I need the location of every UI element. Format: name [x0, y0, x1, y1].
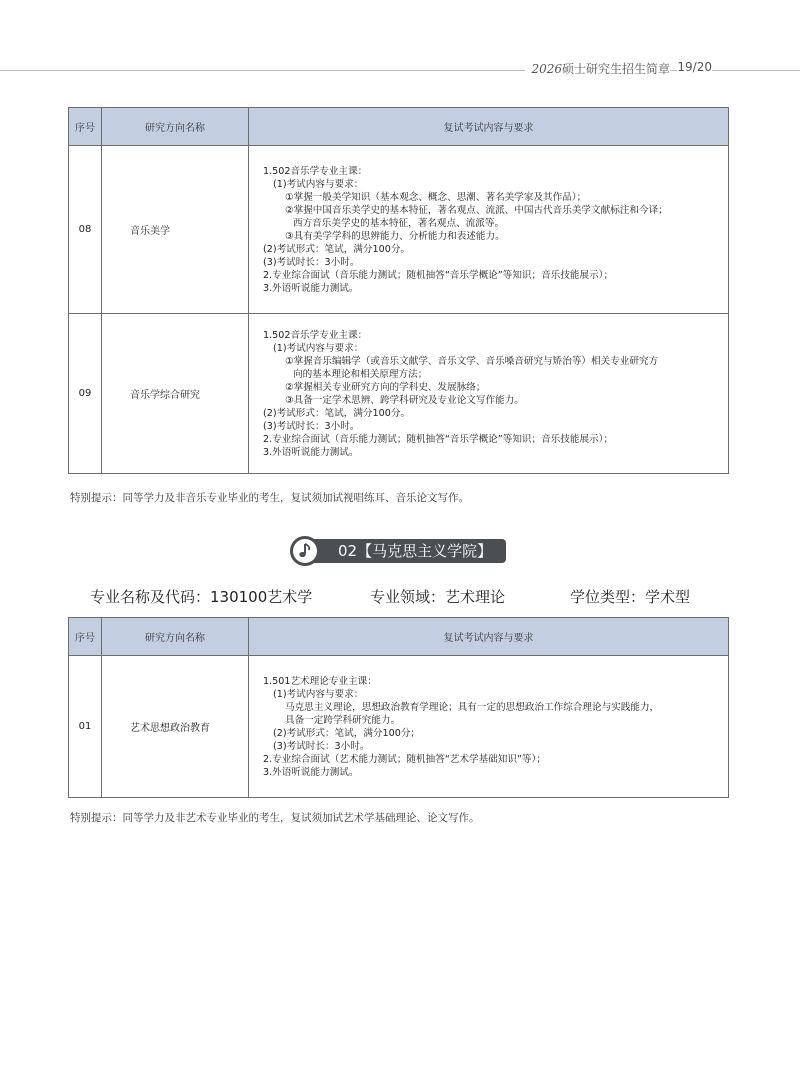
- row-content: [249, 146, 729, 314]
- content-line: ③具有美学学科的思辨能力、分析能力和表述能力。: [285, 230, 505, 242]
- header-title: 硕士研究生招生简章: [561, 62, 670, 76]
- row-content: [249, 656, 729, 798]
- content-line: 1.501艺术理论专业主课：: [263, 675, 377, 687]
- table-row: [69, 146, 729, 314]
- content-line: ①掌握音乐编辑学（或音乐文献学、音乐文学、音乐嗓音研究与矫治等）相关专业研究方: [285, 355, 659, 367]
- content-line: (3)考试时长：3小时。: [263, 420, 360, 432]
- row-direction: 音乐学综合研究: [102, 314, 249, 474]
- page-number: 19/20: [677, 60, 712, 74]
- content-line: 马克思主义理论，思想政治教育学理论；具有一定的思想政治工作综合理论与实践能力，: [285, 701, 660, 713]
- content-line: ②掌握中国音乐美学史的基本特征，著名观点、流派、中国古代音乐美学文献标注和今译；: [285, 204, 668, 216]
- content-line: (3)考试时长：3小时。: [263, 256, 360, 268]
- major-name: 专业名称及代码：130100艺术学: [90, 588, 313, 606]
- content-line: 3.外语听说能力测试。: [263, 282, 359, 294]
- section-title: 02【马克思主义学院】: [338, 542, 493, 560]
- special-note: 特别提示：同等学力及非艺术专业毕业的考生，复试须加试艺术学基础理论、论文写作。: [70, 812, 480, 824]
- music-note-icon: [290, 536, 320, 566]
- content-line: 2.专业综合面试（音乐能力测试；随机抽答“音乐学概论”等知识；音乐技能展示）；: [263, 433, 614, 445]
- major-field: 专业领域：艺术理论: [370, 588, 506, 606]
- content-line: (3)考试时长：3小时。: [273, 740, 370, 752]
- row-no: 01: [69, 656, 102, 798]
- col-header-no: 序号: [69, 108, 102, 146]
- section-banner: [290, 536, 506, 566]
- col-header-content: 复试考试内容与要求: [249, 108, 729, 146]
- row-direction: 艺术思想政治教育: [102, 656, 249, 798]
- row-direction: 音乐美学: [102, 146, 249, 314]
- col-header-direction: 研究方向名称: [102, 618, 249, 656]
- content-line: ①掌握一般美学知识（基本观念、概念、思潮、著名美学家及其作品）；: [285, 191, 587, 203]
- content-line: (2)考试形式：笔试，满分100分。: [263, 243, 411, 255]
- content-line: 3.外语听说能力测试。: [263, 446, 359, 458]
- table-music: [68, 107, 729, 474]
- row-content: [249, 314, 729, 474]
- col-header-content: 复试考试内容与要求: [249, 618, 729, 656]
- table-marxism: [68, 617, 729, 798]
- table-row: [69, 656, 729, 798]
- running-header: [525, 60, 670, 77]
- content-line: 1.502音乐学专业主课：: [263, 165, 368, 177]
- content-line: (1)考试内容与要求：: [273, 342, 364, 354]
- content-line: 2.专业综合面试（音乐能力测试；随机抽答“音乐学概论”等知识；音乐技能展示）；: [263, 269, 614, 281]
- content-line: 具备一定跨学科研究能力。: [285, 714, 401, 726]
- special-note: 特别提示：同等学力及非音乐专业毕业的考生，复试须加试视唱练耳、音乐论文写作。: [70, 492, 469, 504]
- content-line: (2)考试形式：笔试，满分100分。: [263, 407, 411, 419]
- content-line: 向的基本理论和相关原理方法；: [293, 368, 428, 380]
- table-row: [69, 314, 729, 474]
- table-header-row: [69, 108, 729, 146]
- col-header-direction: 研究方向名称: [102, 108, 249, 146]
- row-no: 09: [69, 314, 102, 474]
- content-line: (2)考试形式：笔试，满分100分；: [273, 727, 421, 739]
- content-line: ③具备一定学术思辨、跨学科研究及专业论文写作能力。: [285, 394, 524, 406]
- content-line: (1)考试内容与要求：: [273, 178, 364, 190]
- content-line: 西方音乐美学史的基本特征，著名观点、流派等。: [293, 217, 505, 229]
- content-line: 2.专业综合面试（艺术能力测试；随机抽答“艺术学基础知识”等）；: [263, 753, 546, 765]
- degree-type: 学位类型：学术型: [570, 588, 691, 606]
- content-line: 3.外语听说能力测试。: [263, 766, 359, 778]
- col-header-no: 序号: [69, 618, 102, 656]
- table-header-row: [69, 618, 729, 656]
- content-line: (1)考试内容与要求：: [273, 688, 364, 700]
- row-no: 08: [69, 146, 102, 314]
- content-line: 1.502音乐学专业主课：: [263, 329, 368, 341]
- content-line: ②掌握相关专业研究方向的学科史、发展脉络；: [285, 381, 486, 393]
- header-year: 2026: [531, 62, 562, 76]
